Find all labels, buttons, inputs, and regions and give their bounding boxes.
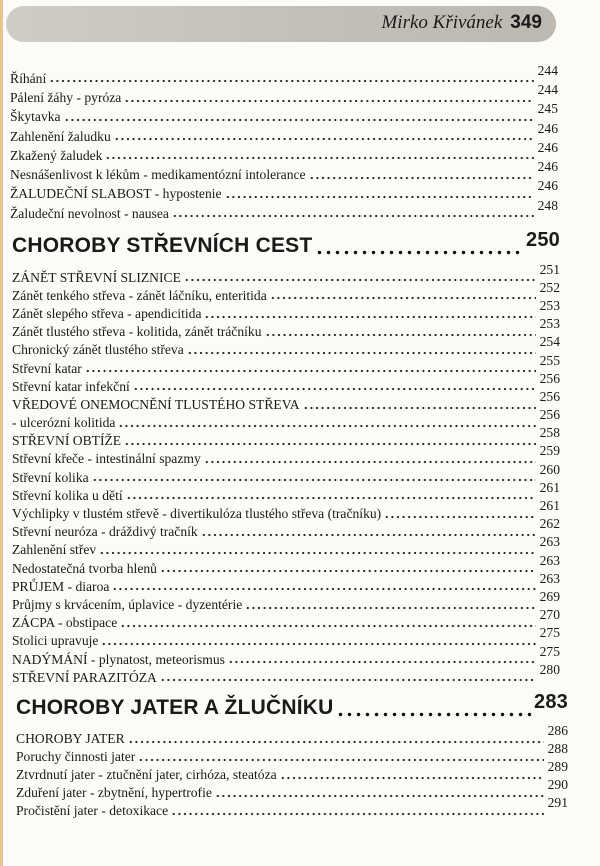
dot-leader [118, 424, 536, 428]
entry-page: 256 [539, 370, 560, 386]
entry-page: 288 [547, 741, 568, 757]
toc-entry[interactable] [16, 795, 568, 819]
entry-title: Střevní kolika [12, 469, 89, 485]
toc-entry[interactable] [16, 723, 568, 747]
entry-title: VŘEDOVÉ ONEMOCNĚNÍ TLUSTÉHO STŘEVA [12, 396, 300, 412]
entry-title: Zánět tlustého střeva - kolitida, zánět tráčníku [12, 324, 262, 340]
toc-entry[interactable] [12, 625, 560, 649]
dot-leader [204, 460, 536, 464]
dot-leader [172, 214, 534, 218]
entry-title: CHOROBY JATER [16, 731, 125, 747]
entry-title: PRŮJEM - diaroa [12, 578, 110, 594]
dot-leader [124, 99, 534, 103]
dot-leader [303, 406, 536, 410]
entry-title: STŘEVNÍ PARAZITÓZA [12, 669, 157, 685]
toc-entry[interactable] [12, 316, 560, 340]
entry-page: 251 [539, 261, 560, 277]
entry-page: 246 [537, 178, 558, 194]
entry-page: 291 [547, 795, 568, 811]
dot-leader [105, 156, 534, 160]
dot-leader [171, 812, 544, 816]
entry-title: Škytavka [10, 109, 61, 125]
entry-page: 259 [539, 443, 560, 459]
entry-title: Zahlenění střev [12, 542, 97, 558]
toc-entry[interactable] [10, 101, 558, 125]
toc-entry[interactable] [12, 388, 560, 412]
header-text [381, 12, 542, 34]
toc-entry[interactable] [12, 461, 560, 485]
dot-leader [49, 79, 534, 83]
entry-page: 245 [537, 101, 558, 117]
section-title: CHOROBY JATER A ŽLUČNÍKU [16, 696, 334, 719]
toc-entry[interactable] [12, 661, 560, 685]
dot-leader [315, 250, 524, 255]
toc-entry[interactable] [10, 62, 558, 86]
toc-entry[interactable] [12, 334, 560, 358]
entry-title: Říhání [10, 70, 47, 86]
toc-entry[interactable] [12, 261, 560, 285]
entry-page: 275 [539, 625, 560, 641]
toc-entry[interactable] [12, 643, 560, 667]
entry-title: Ztvrdnutí jater - ztučnění jater, cirhóza, steatóza [16, 767, 277, 783]
toc-entry[interactable] [12, 534, 560, 558]
entry-title: Nesnášenlivost k lékům - medikamentózní intolerance [10, 167, 306, 183]
toc-section-liver [16, 690, 568, 818]
toc-entry[interactable] [12, 516, 560, 540]
toc-entry[interactable] [12, 607, 560, 631]
dot-leader [215, 794, 544, 798]
dot-leader [133, 387, 536, 391]
entry-page: 256 [539, 407, 560, 423]
dot-leader [114, 137, 534, 141]
entry-page: 246 [537, 159, 558, 175]
dot-leader [160, 569, 536, 573]
dot-leader [280, 776, 544, 780]
toc-entry[interactable] [12, 570, 560, 594]
dot-leader [384, 515, 536, 519]
dot-leader [270, 296, 536, 300]
author-name: Mirko Křivánek [381, 12, 503, 33]
toc-section-bowel [12, 228, 560, 684]
entry-title: - ulcerózní kolitida [12, 415, 116, 431]
toc-entry[interactable] [12, 279, 560, 303]
entry-title: Stolici upravuje [12, 633, 99, 649]
entry-page: 290 [547, 777, 568, 793]
section-heading[interactable] [12, 228, 560, 258]
dot-leader [309, 176, 534, 180]
toc-entry[interactable] [12, 370, 560, 394]
toc-entry[interactable] [10, 139, 558, 163]
entry-title: ZÁCPA - obstipace [12, 615, 118, 631]
entry-title: Pročistění jater - detoxikace [16, 803, 169, 819]
entry-title: Nedostatečná tvorba hlenů [12, 560, 157, 576]
toc-entry[interactable] [10, 82, 558, 105]
dot-leader [92, 478, 536, 482]
entry-page: 262 [539, 516, 560, 532]
dot-leader [265, 333, 536, 337]
entry-page: 275 [539, 643, 560, 659]
toc-intro-list [10, 62, 558, 221]
toc-entry[interactable] [10, 120, 558, 144]
dot-leader [124, 442, 536, 446]
entry-page: 248 [537, 197, 558, 213]
page-edge [0, 0, 3, 866]
dot-leader [101, 642, 536, 646]
toc-entry[interactable] [12, 443, 560, 467]
toc-entry[interactable] [12, 498, 560, 522]
running-header [6, 6, 556, 42]
toc-entry[interactable] [10, 197, 558, 221]
entry-title: Střevní křeče - intestinální spazmy [12, 451, 201, 467]
entry-page: 253 [539, 297, 560, 313]
dot-leader [126, 496, 536, 500]
dot-leader [187, 351, 536, 355]
entry-page: 244 [537, 82, 558, 97]
toc-entry[interactable] [12, 552, 560, 576]
dot-leader [225, 195, 534, 199]
dot-leader [184, 278, 536, 282]
dot-leader [112, 587, 536, 591]
dot-leader [120, 624, 536, 628]
entry-page: 269 [539, 588, 560, 604]
entry-page: 258 [539, 425, 560, 441]
entry-page: 286 [547, 723, 568, 739]
entry-title: ŽALUDEČNÍ SLABOST - hypostenie [10, 186, 222, 202]
entry-title: Zduření jater - zbytnění, hypertrofie [16, 785, 212, 801]
entry-title: Průjmy s krvácením, úplavice - dyzentérie [12, 596, 243, 612]
section-page: 283 [534, 691, 568, 713]
entry-page: 260 [539, 461, 560, 477]
entry-page: 252 [539, 279, 560, 295]
entry-page: 261 [539, 498, 560, 514]
entry-title: Poruchy činnosti jater [16, 749, 136, 765]
dot-leader [204, 315, 536, 319]
entry-page: 246 [537, 120, 558, 136]
entry-title: Výchlipky v tlustém střevě - divertikulóza tlustého střeva (tračníku) [12, 506, 382, 522]
dot-leader [99, 551, 536, 555]
entry-page: 246 [537, 139, 558, 155]
entry-page: 253 [539, 316, 560, 332]
entry-page: 270 [539, 607, 560, 623]
dot-leader [85, 369, 536, 373]
entry-title: Žaludeční nevolnost - nausea [10, 205, 169, 221]
entry-title: Zánět tenkého střeva - zánět láčníku, enteritida [12, 287, 267, 303]
section-heading[interactable] [16, 690, 568, 720]
entry-page: 244 [537, 62, 558, 78]
entry-title: Střevní neuróza - dráždivý tračník [12, 524, 198, 540]
entry-title: ZÁNĚT STŘEVNÍ SLIZNICE [12, 269, 181, 285]
dot-leader [160, 678, 536, 682]
toc-entry[interactable] [10, 178, 558, 202]
entry-page: 263 [539, 534, 560, 550]
entry-page: 256 [539, 388, 560, 404]
entry-title: Pálení žáhy - pyróza [10, 90, 122, 105]
entry-page: 289 [547, 759, 568, 775]
entry-page: 280 [539, 661, 560, 677]
toc-entry[interactable] [16, 777, 568, 801]
entry-title: Zkažený žaludek [10, 147, 103, 163]
entry-title: Chronický zánět tlustého střeva [12, 342, 184, 358]
entry-title: NADÝMÁNÍ - plynatost, meteorismus [12, 651, 225, 667]
toc-entry[interactable] [12, 425, 560, 449]
toc-entry[interactable] [12, 352, 560, 376]
section-title: CHOROBY STŘEVNÍCH CEST [12, 234, 313, 257]
entry-page: 261 [539, 479, 560, 495]
entry-title: Zánět slepého střeva - apendicitida [12, 305, 202, 321]
dot-leader [201, 533, 536, 537]
toc-entry[interactable] [12, 407, 560, 431]
dot-leader [245, 606, 536, 610]
entry-title: STŘEVNÍ OBTÍŽE [12, 433, 122, 449]
entry-page: 263 [539, 552, 560, 568]
dot-leader [128, 740, 544, 744]
dot-leader [64, 118, 534, 122]
toc-entry[interactable] [16, 759, 568, 783]
entry-page: 254 [539, 334, 560, 350]
toc-entry[interactable] [16, 741, 568, 765]
toc-entry[interactable] [12, 588, 560, 612]
toc-entry[interactable] [10, 159, 558, 183]
toc-entry[interactable] [12, 297, 560, 321]
entry-page: 255 [539, 352, 560, 368]
entry-title: Střevní katar [12, 360, 82, 376]
entry-title: Střevní kolika u dětí [12, 487, 123, 503]
dot-leader [336, 712, 532, 717]
dot-leader [138, 758, 544, 762]
page-number: 349 [510, 12, 542, 33]
section-page: 250 [526, 229, 560, 251]
dot-leader [228, 660, 536, 664]
entry-title: Střevní katar infekční [12, 378, 130, 394]
toc-entry[interactable] [12, 479, 560, 503]
entry-page: 263 [539, 570, 560, 586]
entry-title: Zahlenění žaludku [10, 128, 111, 144]
